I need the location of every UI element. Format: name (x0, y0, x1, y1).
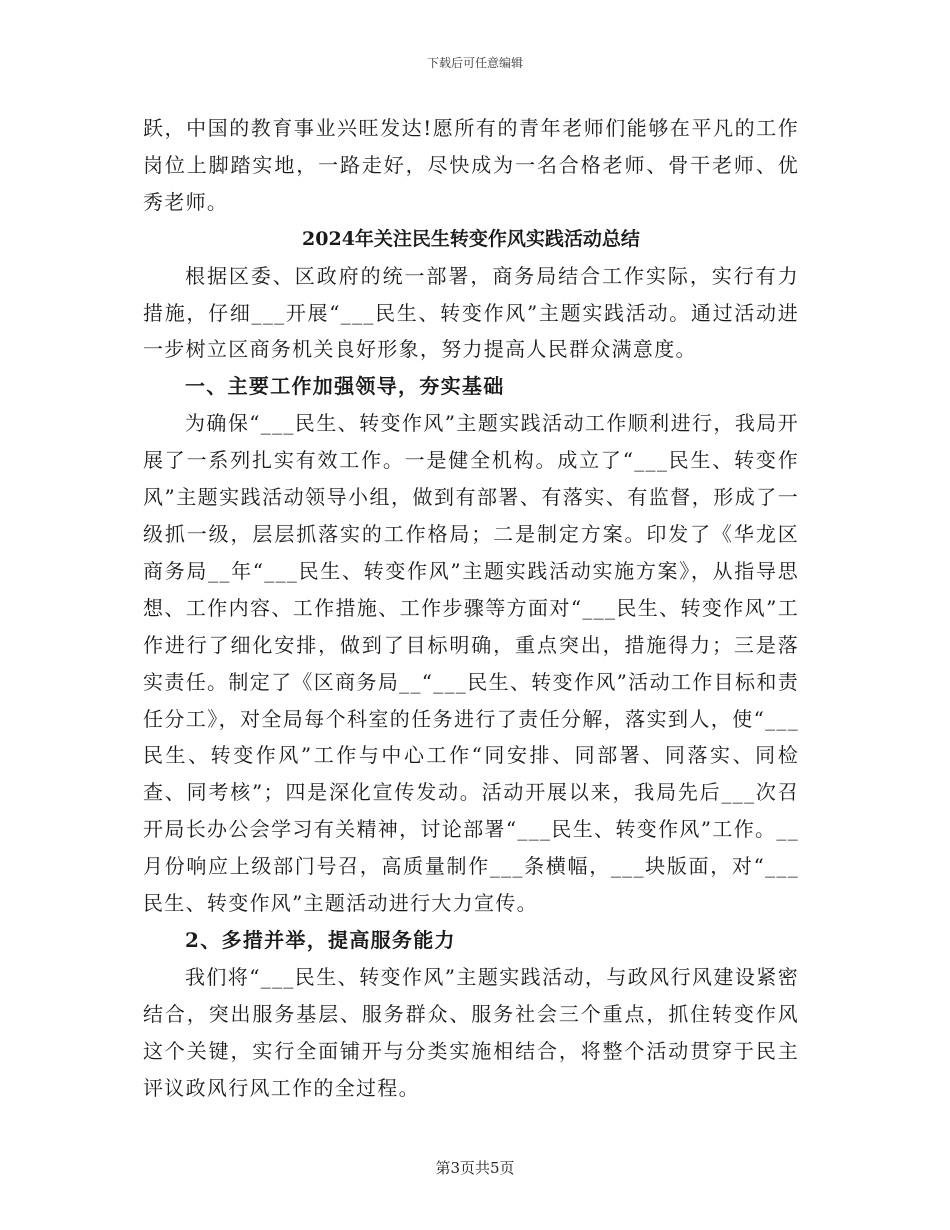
section-heading-2: 2、多措并举，提高服务能力 (185, 927, 456, 952)
paragraph-section-1: 为确保“___民生、转变作风”主题实践活动工作顺利进行，我局开展了一系列扎实有效工作。一是健全机构。成立了“___民生、转变作风”主题实践活动领导小组，做到有部署、有落实、有监督，形成了一级抓一级，层层抓落实的工作格局；二是制定方案。印发了《华龙区商务局__年“___民生、转变作风”主题实践活动实施方案》，从指导思想、工作内容、工作措施、工作步骤等方面对“___民生、转变作风”工作进行了细化安排，做到了目标明确，重点突出，措施得力；三是落实责任。制定了《区商务局__“___民生、转变作风”活动工作目标和责任分工》，对全局每个科室的任务进行了责任分解，落实到人，使“___民生、转变作风”工作与中心工作“同安排、同部署、同落实、同检查、同考核”；四是深化宣传发动。活动开展以来，我局先后___次召开局长办公会学习有关精神，讨论部署“___民生、转变作风”工作。__月份响应上级部门号召，高质量制作___条横幅，___块版面，对“___民生、转变作风”主题活动进行大力宣传。 (143, 411, 799, 916)
document-title: 2024年关注民生转变作风实践活动总结 (302, 227, 640, 250)
intro-paragraph: 跃，中国的教育事业兴旺发达!愿所有的青年老师们能够在平凡的工作岗位上脚踏实地，一路走好，尽快成为一名合格老师、骨干老师、优秀老师。 (143, 116, 799, 214)
document-body (143, 110, 799, 1106)
page-header: 下载后可任意编辑 (426, 56, 523, 70)
section-heading-1: 一、主要工作加强领导，夯实基础 (185, 374, 505, 399)
paragraph-intro: 根据区委、区政府的统一部署，商务局结合工作实际，实行有力措施，仔细___开展“___民生、转变作风”主题实践活动。通过活动进一步树立区商务机关良好形象，努力提高人民群众满意度。 (143, 263, 799, 362)
paragraph-section-2: 我们将“___民生、转变作风”主题实践活动，与政风行风建设紧密结合，突出服务基层、服务群众、服务社会三个重点，抓住转变作风这个关键，实行全面铺开与分类实施相结合，将整个活动贯穿于民主评议政风行风工作的全过程。 (143, 964, 799, 1100)
page-number: 第3页共5页 (435, 1159, 515, 1177)
